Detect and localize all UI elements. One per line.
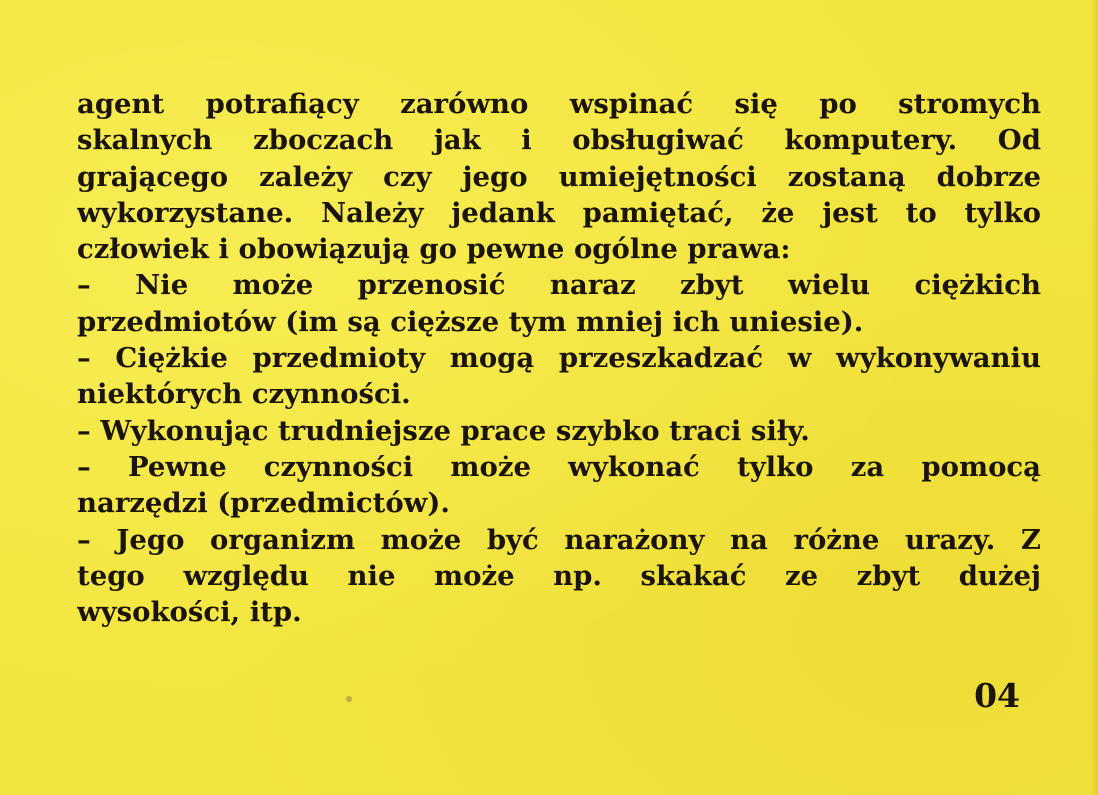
text-line: przedmiotów (im są cięższe tym mniej ich uniesie). — [77, 305, 864, 338]
text-line: – Jego organizm może być narażony na różne urazy. Z — [77, 523, 1041, 556]
body-text — [77, 86, 1041, 630]
text-line: wykorzystane. Należy jedank pamiętać, że jest to tylko — [77, 196, 1041, 229]
text-line: narzędzi (przedmictów). — [77, 487, 450, 520]
text-line: tego względu nie może np. skakać ze zbyt dużej — [77, 559, 1041, 592]
text-line: agent potrafiący zarówno wspinać się po stromych — [77, 88, 1041, 120]
text-line: wysokości, itp. — [77, 596, 302, 629]
text-line: człowiek i obowiązują go pewne ogólne prawa: — [77, 233, 791, 266]
text-line: niektórych czynności. — [77, 378, 411, 411]
page-number: 04 — [974, 676, 1020, 715]
text-line: – Nie może przenosić naraz zbyt wielu ciężkich — [77, 269, 1041, 302]
text-line: grającego zależy czy jego umiejętności zostaną dobrze — [77, 160, 1041, 193]
paper-speck — [346, 696, 352, 702]
text-line: – Ciężkie przedmioty mogą przeszkadzać w wykonywaniu — [77, 342, 1041, 375]
text-line: skalnych zboczach jak i obsługiwać komputery. Od — [77, 124, 1041, 157]
text-line: – Pewne czynności może wykonać tylko za pomocą — [77, 450, 1041, 483]
text-line: – Wykonując trudniejsze prace szybko traci siły. — [77, 414, 810, 447]
page-edge-shadow — [1090, 0, 1098, 795]
